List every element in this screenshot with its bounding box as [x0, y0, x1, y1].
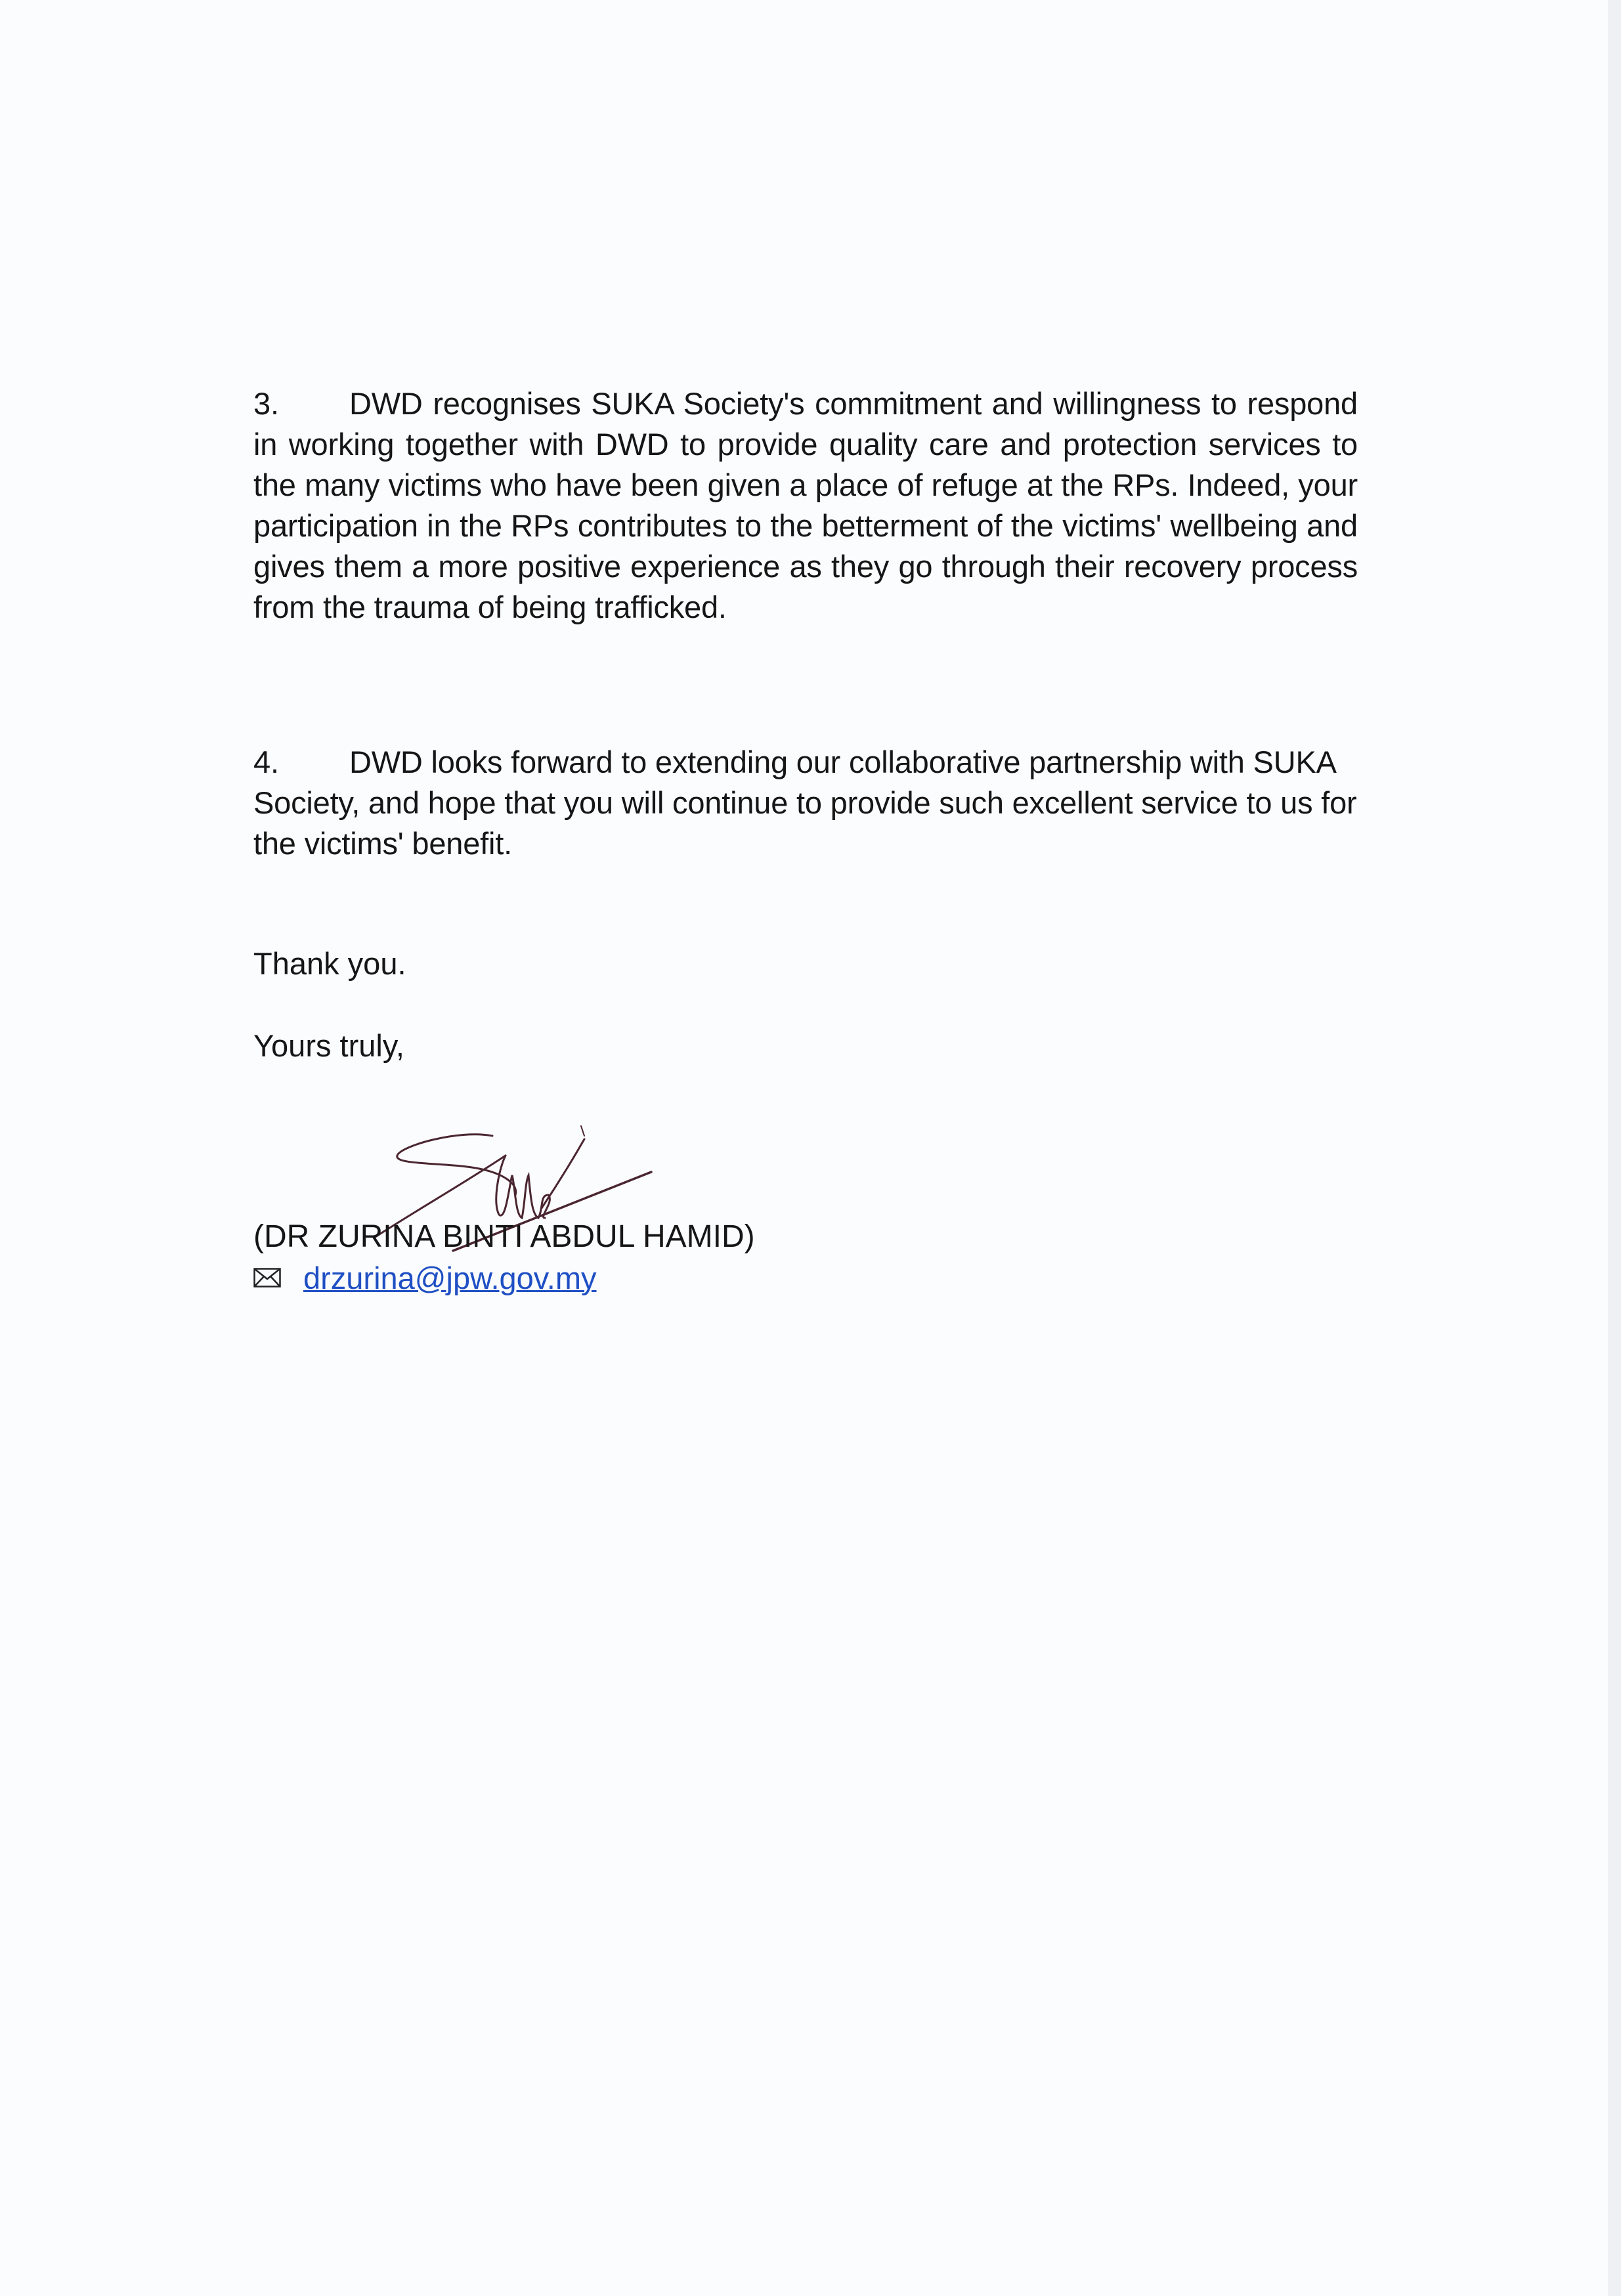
page-edge-shadow — [1608, 0, 1621, 2296]
signatory-name: (DR ZURINA BINTI ABDUL HAMID) — [253, 1219, 755, 1254]
paragraph-text: DWD looks forward to extending our collaborative partnership with SUKA Society, and hope that you will continue to provide such excellent service to us for the victims' benefit. — [253, 745, 1357, 861]
email-link[interactable]: drzurina@jpw.gov.my — [303, 1260, 597, 1295]
paragraph-number: 4. — [253, 745, 279, 779]
envelope-icon — [253, 1268, 281, 1288]
email-row — [253, 1257, 597, 1298]
closing-salutation: Yours truly, — [253, 1028, 404, 1063]
paragraph-4 — [253, 742, 1358, 864]
paragraph-text: DWD recognises SUKA Society's commitment and willingness to respond in working together with DWD to provide quality care and protection services to the many victims who have been given a place of refuge at the RPs. Indeed, your participation in the RPs contributes to the betterment of the victims' wellbeing and gives them a more positive experience as they go through their recovery process from the trauma of being trafficked. — [253, 386, 1358, 624]
paragraph-3 — [253, 383, 1358, 628]
paragraph-number: 3. — [253, 386, 279, 421]
closing-thanks: Thank you. — [253, 946, 406, 981]
